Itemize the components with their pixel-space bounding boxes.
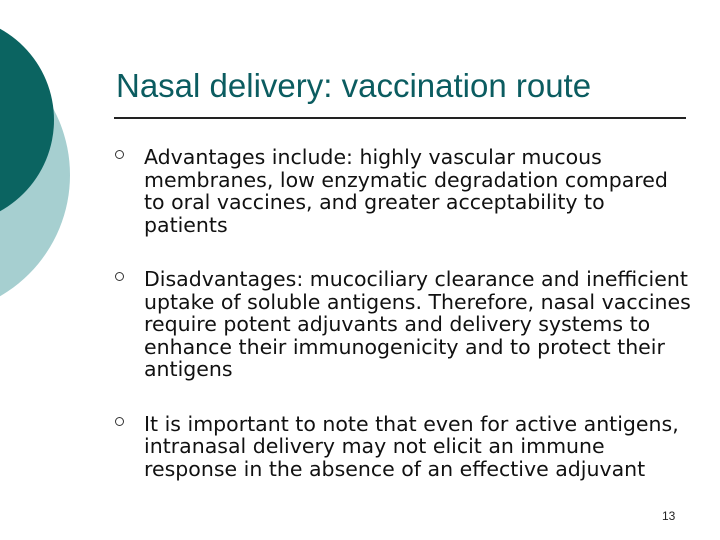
hollow-circle-icon — [115, 417, 124, 426]
hollow-circle-icon — [115, 272, 124, 281]
bullet-text: Disadvantages: mucociliary clearance and inefficient uptake of soluble antigens. Therefore, nasal vaccines require potent adjuvants and delivery systems to enhance their immunogenicity and to protect their antigens — [144, 267, 691, 381]
bullet-item — [112, 268, 692, 381]
hollow-circle-icon — [115, 150, 124, 159]
bullet-item — [112, 146, 692, 236]
bullet-list — [112, 146, 692, 480]
title-divider — [114, 117, 686, 119]
bullet-text: It is important to note that even for active antigens, intranasal delivery may not elicit an immune response in the absence of an effective adjuvant — [144, 411, 679, 481]
bullet-text: Advantages include: highly vascular mucous membranes, low enzymatic degradation compared to oral vaccines, and greater acceptability to patients — [144, 145, 668, 237]
bullet-item — [112, 413, 692, 481]
page-number: 13 — [662, 509, 676, 523]
slide-title: Nasal delivery: vaccination route — [116, 67, 592, 104]
decorative-circles — [0, 0, 120, 300]
